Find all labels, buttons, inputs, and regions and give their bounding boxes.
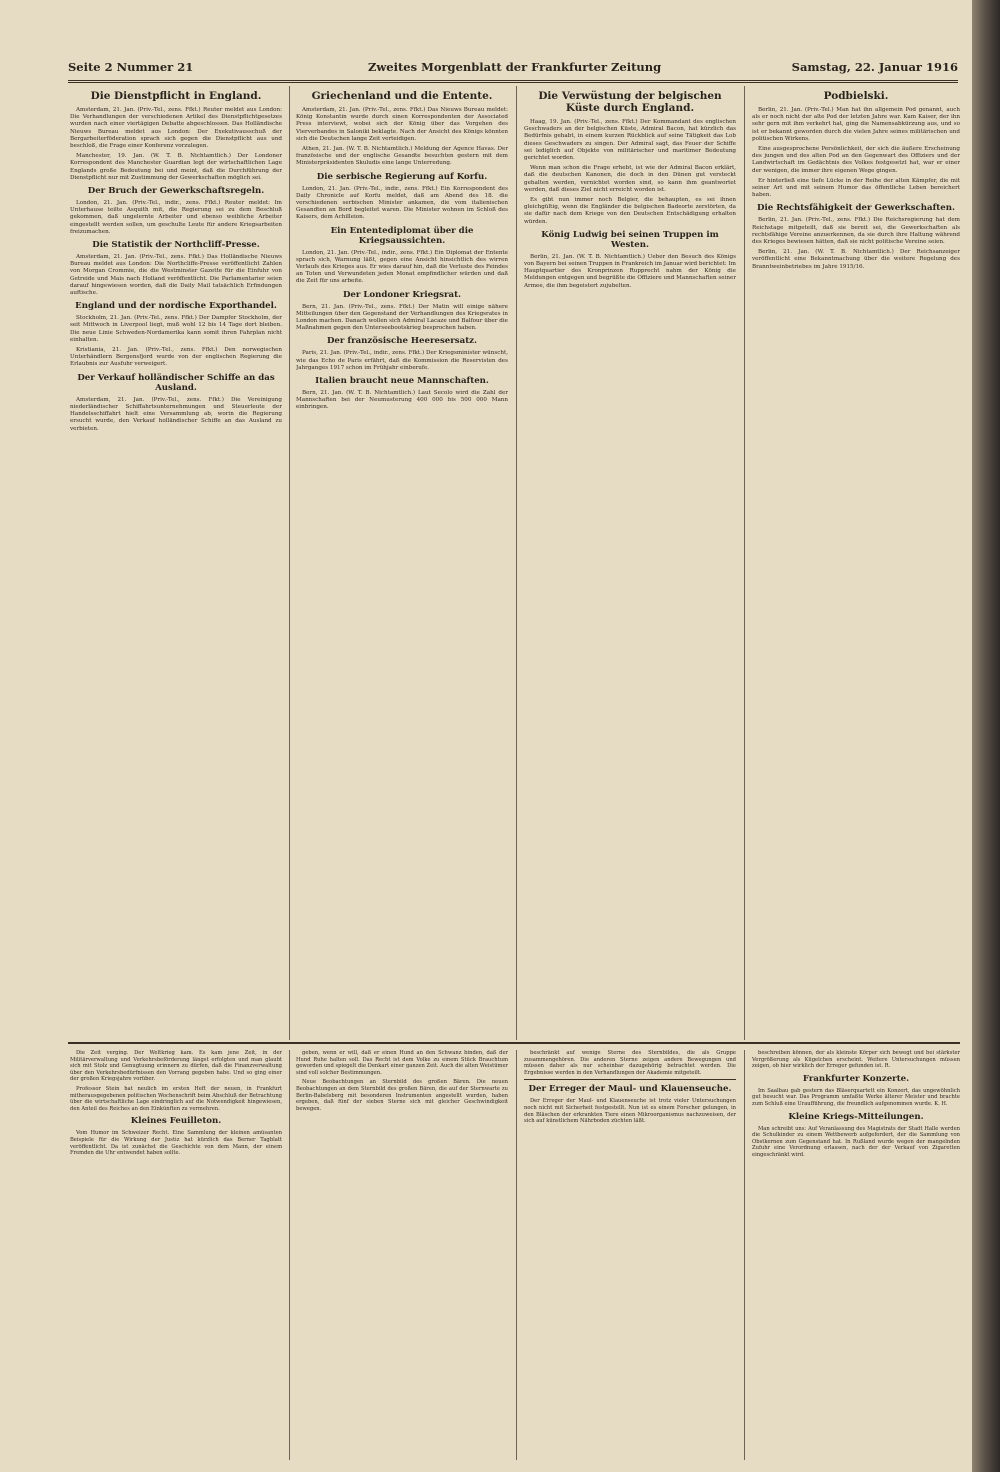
divider bbox=[524, 1079, 736, 1080]
article-text: Amsterdam, 21. Jan. (Priv.-Tel., zens. Ffkt.) Das Holländische Nieuws Bureau meldet aus London: Die Northcliffe-Presse veröffentlicht Zahlen von Morgan Crommie, die die Westminster Gazette für die Einfuhr von Getreide und Mais nach Holland veröffentlicht. Die Parlamentarier seien darauf hingewiesen worden, daß die Daily Mail tatsächlich Erfindungen auftische. bbox=[70, 254, 282, 297]
column-divider bbox=[516, 1050, 517, 1460]
article bbox=[752, 107, 960, 143]
headline: Podbielski. bbox=[823, 90, 889, 102]
article-text: Man schreibt uns: Auf Veranlassung des Magistrats der Stadt Halle werden die Schulkinder zu einem Wettbewerb aufgefordert, der die Sammlung von Obstkernen zum Gegenstand hat. In Rußland wurde wegen der mangelnden Zufuhr eine Verordnung erlassen, nach der der Verkauf von Zigaretten eingeschränkt wird. bbox=[752, 1125, 960, 1158]
subheadline: Italien braucht neue Mannschaften. bbox=[315, 376, 489, 387]
masthead bbox=[68, 50, 958, 83]
article-text: Eine ausgesprochene Persönlichkeit, der sich die äußere Erscheinung des jungen und des alten Pod an den Gegenwart des Offiziers und der Landwirtschaft im Gedächtnis des Volkes festgesetzt hat, war er einer der wenigen, die immer ihre eigenen Wege gingen. bbox=[752, 146, 960, 174]
article-text: Bern, 21. Jan. (Priv.-Tel., zens. Ffkt.) Der Matin will einige nähere Mitteilungen über den Gegenstand der Verhandlungen des Kriegsrates in London machen. Danach wollen sich Admiral Lacaze und Balfour über die Maßnahmen gegen den Unterseebootskrieg besprochen haben. bbox=[296, 303, 508, 332]
article bbox=[70, 1086, 282, 1112]
masthead-date: Samstag, 22. Januar 1916 bbox=[791, 60, 958, 74]
subheadline: Kleine Kriegs-Mitteilungen. bbox=[788, 1111, 924, 1122]
article bbox=[752, 1088, 960, 1108]
article-text: Haag, 19. Jan. (Priv.-Tel., zens. Ffkt.) Der Kommandant des englischen Geschwaders an der belgischen Küste, Admiral Bacon, hat kürzlich das Bedürfnis gehabt, in einem kurzen Rückblick auf seine Tätigkeit das Lob dieses Geschwaders zu singen. Der Admiral sagt, das Feuer der Schiffe sei lediglich auf Objekte von militärischer und maritimer Bedeutung gerichtet worden. bbox=[524, 119, 736, 162]
article bbox=[524, 165, 736, 194]
subheadline: Die Rechtsfähigkeit der Gewerkschaften. bbox=[757, 203, 955, 214]
article bbox=[70, 1130, 282, 1156]
article bbox=[752, 249, 960, 271]
article-text: Es gibt nun immer noch Belgier, die behaupten, es sei ihnen gleichgültig, wenn die Engländer die belgischen Badeorte zerstörten, da sie dafür nach dem Kriege von den Deutschen Entschädigung erhalten würden. bbox=[524, 197, 736, 225]
subheadline: König Ludwig bei seinen Truppen im Westen. bbox=[541, 229, 719, 250]
headline: Griechenland und die Entente. bbox=[311, 90, 493, 102]
column-divider bbox=[516, 86, 517, 1040]
column-divider bbox=[289, 86, 290, 1040]
feuilleton-divider bbox=[68, 1042, 960, 1044]
feuilleton-column-4 bbox=[752, 1050, 960, 1460]
article bbox=[296, 350, 508, 372]
masthead-title: Zweites Morgenblatt der Frankfurter Zeitung bbox=[368, 60, 662, 74]
feuilleton-column-2 bbox=[296, 1050, 508, 1460]
article-text: London, 21. Jan. (Priv.-Tel., indir., zens. Ffkt.) Ein Diplomat der Entente sprach sich, Warnung läßt, gegen eine Ansicht hinsichtlich des wirren Verlaufs des Krieges aus. Er wies darauf hin, daß die Verluste des Feindes an Toten und Verwundeten jeden Monat empfindlicher würden und daß die Zeit für uns arbeite. bbox=[296, 249, 508, 285]
article-text: beschreiben können, der als kleinste Körper sich bewegt und bei stärkster Vergrößerung als Kügelchen erscheint. Weitere Untersuchungen müssen zeigen, ob hier wirklich der Erreger gefunden ist. R. bbox=[752, 1050, 960, 1070]
column-divider bbox=[744, 86, 745, 1040]
article-text: Amsterdam, 21. Jan. (Priv.-Tel., zens. Ffkt.) Die Vereinigung niederländischer Schiffahrtsunternehmungen und Steuerleute der Handelsschiffahrt hielt eine Versammlung ab, worin die Regierung ersucht wurde, den Verkauf holländischer Schiffe an das Ausland zu verbieten. bbox=[70, 396, 282, 432]
subheadline: Die Statistik der Northcliff-Presse. bbox=[92, 240, 260, 251]
article bbox=[752, 146, 960, 175]
article bbox=[296, 250, 508, 286]
article bbox=[752, 1126, 960, 1159]
subheadline: Der französische Heeresersatz. bbox=[326, 336, 478, 347]
headline: Die Verwüstung der belgischen Küste durch England. bbox=[538, 90, 722, 114]
article-text: Berlin, 21. Jan. (Priv.-Tel.) Man hat ihn allgemein Pod genannt, auch als er noch nicht der alte Pod der letzten Jahre war. Kam Kaiser, der ihn sehr gern mit ihm verkehrt hat, ging die Namensabkürzung aus, und so ist er bekannt geworden durch die vielen Jahre seines militärischen und politischen Wirkens. bbox=[752, 107, 960, 142]
article-text: Manchester, 19. Jan. (W. T. B. Nichtamtlich.) Der Londoner Korrespondent des Manchester Guardian legt der wirtschaftlichen Lage Englands große Bedeutung bei und meint, daß die Durchführung der Dienstpflicht nur mit Zustimmung der Gewerkschaften möglich sei. bbox=[70, 153, 282, 181]
article-text: Berlin, 21. Jan. (Priv.-Tel., zens. Ffkt.) Die Reichsregierung hat dem Reichstage mitgeteilt, daß sie bereit sei, die Gewerkschaften als rechtsfähige Vereine anzuerkennen, da sie durch ihre Haltung während des Krieges bewiesen hätten, daß sie nicht politische Vereine seien. bbox=[752, 217, 960, 246]
subheadline: Der Bruch der Gewerkschaftsregeln. bbox=[87, 186, 265, 197]
article-text: Athen, 21. Jan. (W. T. B. Nichtamtlich.) Meldung der Agence Havas. Der französische und der englische Gesandte besuchten gestern mit dem Ministerpräsidenten Skuludis eine lange Unterredung. bbox=[296, 146, 508, 167]
article bbox=[70, 200, 282, 236]
article-text: Stockholm, 21. Jan. (Priv.-Tel., zens. Ffkt.) Der Dampfer Stockholm, der seit Mittwoch in Liverpool liegt, muß wohl 12 bis 14 Tage dort bleiben. Die neue Linie Schweden-Nordamerika kann somit ihren Fahrplan nicht einhalten. bbox=[70, 315, 282, 343]
article bbox=[524, 119, 736, 162]
subheadline: Der Erreger der Maul- und Klauenseuche. bbox=[528, 1084, 732, 1095]
article bbox=[296, 304, 508, 333]
article-text: Er hinterließ eine tiefe Lücke in der Reihe der alten Kämpfer, die mit seiner Art und mit seinem Humor das öffentliche Leben bereichert haben. bbox=[752, 177, 960, 199]
article bbox=[524, 1098, 736, 1124]
article bbox=[70, 107, 282, 150]
article bbox=[70, 254, 282, 297]
article-text: Amsterdam, 21. Jan. (Priv.-Tel., zens. Ffkt.) Reuter meldet aus London: Die Verhandlungen der verschiedenen Artikel des Dienstpflichtgesetzes wurden nach einer viertägigen Debatte abgeschlossen. Das Holländische Nieuws Bureau meldet aus London: Der Exekutivausschuß der Bergarbeiterföderation sprach sich gegen die Dienstpflicht aus und beschloß, die Frage einer Konferenz vorzulegen. bbox=[70, 107, 282, 150]
subheadline: Frankfurter Konzerte. bbox=[802, 1073, 910, 1084]
subheadline: Der Londoner Kriegsrat. bbox=[342, 289, 462, 300]
article-text: London, 21. Jan. (Priv.-Tel., indir., zens. Ffkt.) Reuter meldet: Im Unterhause teilte Asquith mit, die Regierung sei zu dem Beschluß gekommen, daß ungelernte Arbeiter und ebenso weibliche Arbeiter eingestellt werden sollen, um geschulte Leute für andere Kriegsarbeiten freizumachen. bbox=[70, 200, 282, 235]
article bbox=[752, 217, 960, 246]
column-3 bbox=[524, 86, 736, 1040]
column-divider bbox=[289, 1050, 290, 1460]
column-divider bbox=[744, 1050, 745, 1460]
article-text: Amsterdam, 21. Jan. (Priv.-Tel., zens. Ffkt.) Das Nieuws Bureau meldet: König Konstantin wurde durch einen Korrespondenten der Associated Press interviewt, wobei sich der König über das Vorgehen des Vierverbandes in Saloniki beklagte. Nach der Ansicht des Königs könnten sich die Deutschen lange Zeit verteidigen. bbox=[296, 107, 508, 142]
article-text: Der Erreger der Maul- und Klauenseuche ist trotz vieler Untersuchungen noch nicht mit Sicherheit festgestellt. Nun ist es einem Forscher gelungen, in den Bläschen der erkrankten Tiere einen Mikroorganismus nachzuweisen, der sich auf künstlichem Nährboden züchten läßt. bbox=[524, 1098, 736, 1125]
subheadline: England und der nordische Exporthandel. bbox=[75, 301, 277, 312]
column-4 bbox=[752, 86, 960, 1040]
article-text: Bern, 21. Jan. (W. T. B. Nichtamtlich.) Laut Secolo wird die Zahl der Mannschaften bei der Neumusterung 400 000 bis 500 000 Mann einbringen. bbox=[296, 390, 508, 411]
article-text: beschränkt auf wenige Sterne des Sternbildes, die als Gruppe zusammengehören. Die anderen Sterne zeigen andere Bewegungen und müssen daher als nur scheinbar dazugehörig betrachtet werden. Die Ergebnisse werden in den Verhandlungen der Akademie mitgeteilt. bbox=[524, 1050, 736, 1076]
article-text: Berlin, 21. Jan. (W. T. B. Nichtamtlich.) Der Reichsanzeiger veröffentlicht eine Bekanntmachung über die weitere Regelung des Branntweinbetriebes im Jahre 1915/16. bbox=[752, 249, 960, 270]
masthead-page-number: Seite 2 Nummer 21 bbox=[68, 60, 194, 74]
article bbox=[296, 1079, 508, 1112]
headline: Die Dienstpflicht in England. bbox=[90, 90, 262, 102]
feuilleton-column-3 bbox=[524, 1050, 736, 1460]
article bbox=[524, 254, 736, 290]
article bbox=[524, 1050, 736, 1076]
subheadline: Kleines Feuilleton. bbox=[130, 1116, 222, 1127]
article-text: Die Zeit verging. Der Weltkrieg kam. Es kam jene Zeit, in der Militärverwaltung und Verkehrsbeförderung längst erfolgten und man glaubt sich mit Stolz und Genugtuung erinnern zu dürfen, daß die Finanzverwaltung über den Verkehrsbedürfnissen den Vorrang gegeben habe. Und so ging einer der großen Kriegsjahre vorüber. bbox=[70, 1050, 282, 1083]
article bbox=[296, 390, 508, 412]
article bbox=[70, 153, 282, 182]
article bbox=[296, 146, 508, 168]
book-binding bbox=[972, 0, 1000, 1472]
article-text: Berlin, 21. Jan. (W. T. B. Nichtamtlich.) Ueber den Besuch des Königs von Bayern bei seinen Truppen in Frankreich im Januar wird berichtet: Im Hauptquartier des Kronprinzen Rupprecht nahm der König die Meldungen entgegen und begrüßte die Offiziere und Mannschaften seiner Armee, die ihm begeistert zujubelten. bbox=[524, 253, 736, 289]
column-1 bbox=[70, 86, 282, 1040]
article bbox=[752, 1050, 960, 1070]
article bbox=[70, 397, 282, 433]
article-text: Kristiania, 21. Jan. (Priv.-Tel., zens. Ffkt.) Den norwegischen Unterhändlern Bergensfjord wurde von der englischen Regierung die Erlaubnis zur Ausfuhr verweigert. bbox=[70, 347, 282, 368]
article-text: Professor Stein hat neulich im ersten Heft der neuen, in Frankfurt mitherausgegebenen politischen Wochenschrift beim Abschluß der Betrachtung über die wirtschaftliche Lage eindringlich auf die Notwendigkeit hingewiesen, den Anteil des Reiches an den Einkünften zu vermehren. bbox=[70, 1085, 282, 1112]
feuilleton-column-1 bbox=[70, 1050, 282, 1460]
article bbox=[752, 178, 960, 200]
column-2 bbox=[296, 86, 508, 1040]
article-text: Paris, 21. Jan. (Priv.-Tel., indir., zens. Ffkt.) Der Kriegsminister wünscht, wie das Echo de Paris erfährt, daß die Kommission die Reservisten des Jahrganges 1917 schon im Frühjahr einberufe. bbox=[296, 350, 508, 371]
article-text: Im Saalbau gab gestern das Bläserquartett ein Konzert, das ungewöhnlich gut besucht war. Das Programm umfaßte Werke älterer Meister und brachte zum Schluß eine Uraufführung, die freundlich aufgenommen wurde. K. H. bbox=[752, 1087, 960, 1107]
article-text: Wenn man schon die Frage erhebt, ist wie der Admiral Bacon erklärt, daß die deutschen Kanonen, die doch in den Dünen gut versteckt gehalten werden, vernichtet worden sind, so kann ihm geantwortet werden, daß dieses Ziel nicht erreicht worden ist. bbox=[524, 165, 736, 193]
subheadline: Ein Ententediplomat über die Kriegsaussichten. bbox=[330, 225, 474, 246]
article bbox=[524, 197, 736, 226]
article-text: London, 21. Jan. (Priv.-Tel., indir., zens. Ffkt.) Ein Korrespondent des Daily Chronicle auf Korfu meldet, daß am Abend des 18. die verschiedenen serbischen Minister ankamen, die vom italienischen Gesandten an Bord begleitet waren. Die Minister wohnen im Schloß des Kaisers, dem Achilleion. bbox=[296, 185, 508, 221]
article-text: geben, wenn er will, daß er einen Hund an den Schwanz binden, daß der Hund Ruhe halten soll. Das Recht ist dem Volke zu einem Stück Brauchtum geworden und spiegelt die Denkart einer ganzen Zeit. Auch die alten Weistümer sind voll solcher Bestimmungen. bbox=[296, 1050, 508, 1076]
article bbox=[296, 1050, 508, 1076]
article-text: Vom Humor im Schweizer Recht. Eine Sammlung der kleinen amüsanten Beispiele für die Wirkung der Justiz hat kürzlich das Berner Tagblatt veröffentlicht. Da ist zunächst die Geschichte von dem Mann, der einem Fremden die Uhr entwendet haben sollte. bbox=[70, 1130, 282, 1157]
article bbox=[296, 107, 508, 143]
article bbox=[70, 347, 282, 369]
article-text: Neue Beobachtungen an Sternbild des großen Bären. Die neuen Beobachtungen an dem Sternbild des großen Bären, die auf der Sternwarte zu Berlin-Babelsberg mit besonderen Instrumenten angestellt wurden, haben ergeben, daß fünf der sieben Sterne sich mit gleicher Geschwindigkeit bewegen. bbox=[296, 1079, 508, 1112]
subheadline: Die serbische Regierung auf Korfu. bbox=[316, 171, 488, 182]
article bbox=[70, 1050, 282, 1083]
article bbox=[70, 315, 282, 344]
subheadline: Der Verkauf holländischer Schiffe an das Ausland. bbox=[77, 372, 275, 393]
article bbox=[296, 186, 508, 222]
